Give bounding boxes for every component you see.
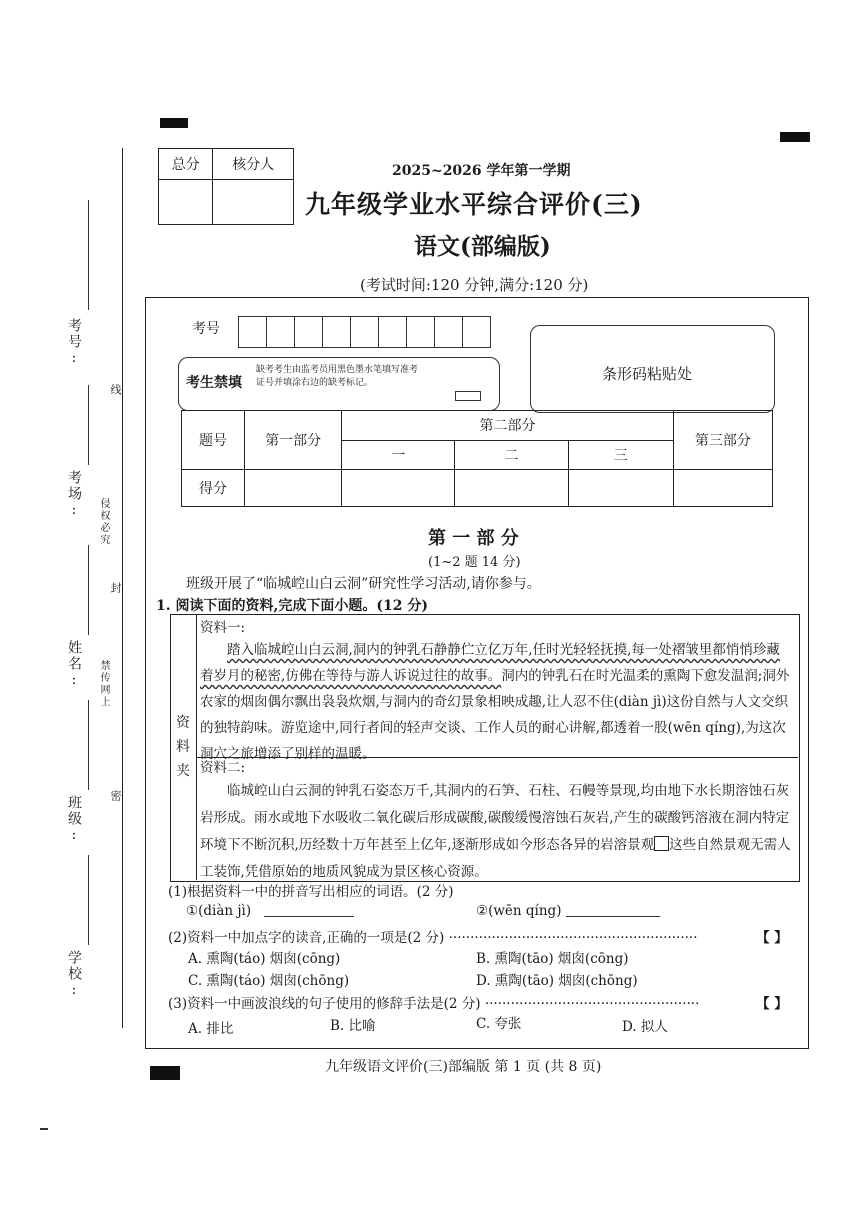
score-cell-part2-2[interactable]	[455, 470, 568, 507]
option-3A[interactable]: A. 排比	[188, 1021, 234, 1037]
corner-mark-tr	[780, 132, 810, 142]
side-note2: 禁传网上	[98, 660, 109, 708]
material-2	[200, 758, 792, 886]
row-label-score: 得分	[182, 470, 245, 507]
total-score-box	[158, 148, 294, 225]
answer-line-1a[interactable]	[264, 916, 354, 917]
folder-label-2: 料	[176, 739, 190, 755]
col-part2-sub1: 一	[342, 440, 455, 470]
side-feng: 封	[109, 582, 122, 595]
material-2-text: 临城崆山白云洞的钟乳石姿态万千,其洞内的石笋、石柱、石幔等景现,均由地下水长期溶蚀石灰岩形成。雨水或地下水吸收二氧化碳后形成碳酸,碳酸缓慢溶蚀石灰岩,产生的碳酸钙溶液在洞内特定环境下不断沉积,历经数十万年甚至上亿年,逐渐形成如今形态各异的岩溶景观 这些自然景观无需人工装饰,凭借原始的地质风貌成为景区核心资源。	[200, 783, 791, 880]
barcode-label: 条形码粘贴处	[602, 365, 693, 383]
wavy-sentence: 踏入临城崆山白云洞,洞内的钟乳石静静伫立亿万年,任时光轻轻抚摸,每一处褶皱里都悄悄珍藏着岁月的秘密,仿佛在等待与游人诉说过往的故事。	[200, 642, 780, 684]
checker-label: 核分人	[213, 149, 294, 180]
option-3C[interactable]: C. 夸张	[476, 1016, 522, 1032]
side-xuexiao-line	[88, 855, 89, 945]
col-part3: 第三部分	[673, 411, 772, 470]
side-note1: 侵权必究	[98, 498, 109, 546]
checker-cell[interactable]	[213, 180, 294, 225]
corner-mark-tl	[160, 118, 188, 128]
forbidden-label: 考生禁填	[186, 375, 242, 391]
score-cell-part3[interactable]	[673, 470, 772, 507]
page-title: 九年级学业水平综合评价(三)	[305, 190, 643, 219]
score-cell-part1[interactable]	[245, 470, 342, 507]
exam-number-boxes[interactable]	[238, 316, 491, 348]
side-kaochang: 考场:	[66, 470, 82, 520]
subquestion-1-b: ②(wēn qíng)	[476, 903, 562, 919]
side-kaohao-line	[88, 200, 89, 310]
total-score-cell[interactable]	[159, 180, 213, 225]
term-label: 2025~2026 学年第一学期	[392, 163, 571, 179]
material-1-title: 资料一:	[200, 620, 246, 636]
folder-label-3: 夹	[176, 763, 190, 779]
side-kaohao: 考号:	[66, 318, 82, 368]
side-banji-line	[88, 700, 89, 790]
absent-mark-box[interactable]	[455, 391, 481, 401]
col-part2-sub3: 三	[568, 440, 673, 470]
forbidden-note: 缺考考生由监考员用黑色墨水笔填写准考证号并填涂右边的缺考标记。	[256, 365, 419, 388]
subject-title: 语文(部编版)	[414, 233, 551, 260]
col-part1: 第一部分	[245, 411, 342, 470]
question-1: 1. 阅读下面的资料,完成下面小题。(12 分)	[156, 598, 428, 614]
score-cell-part2-1[interactable]	[342, 470, 455, 507]
subquestion-3: (3)资料一中画波浪线的句子使用的修辞手法是(2 分) ··················································	[168, 996, 700, 1012]
side-mi: 密	[109, 790, 122, 803]
answer-bracket-2[interactable]: 【 】	[756, 930, 788, 946]
exam-info: (考试时间:120 分钟,满分:120 分)	[360, 276, 589, 294]
side-kaochang-line	[88, 385, 89, 465]
option-2D[interactable]: D. 熏陶(tāo) 烟囱(chōng)	[476, 973, 638, 989]
section-score-table	[181, 410, 773, 507]
margin-mark	[40, 1128, 48, 1130]
score-cell-part2-3[interactable]	[568, 470, 673, 507]
material-1	[200, 617, 792, 767]
folder-label-1: 资	[176, 715, 190, 731]
option-2A[interactable]: A. 熏陶(táo) 烟囱(cōng)	[188, 951, 341, 967]
blank-box[interactable]	[654, 836, 669, 851]
option-3B[interactable]: B. 比喻	[330, 1018, 376, 1034]
page-footer: 九年级语文评价(三)部编版 第 1 页 (共 8 页)	[325, 1059, 602, 1075]
subquestion-1: (1)根据资料一中的拼音写出相应的词语。(2 分)	[168, 884, 454, 900]
answer-line-1b[interactable]	[566, 916, 660, 917]
answer-bracket-3[interactable]: 【 】	[756, 996, 788, 1012]
option-2B[interactable]: B. 熏陶(tāo) 烟囱(cōng)	[476, 951, 629, 967]
exam-number-label: 考号	[192, 321, 220, 337]
subquestion-2: (2)资料一中加点字的读音,正确的一项是(2 分) ··························································	[168, 930, 698, 946]
material-1-text	[200, 637, 792, 767]
material-2-title: 资料二:	[200, 760, 246, 776]
part1-heading: 第 一 部 分	[428, 528, 519, 549]
side-banji: 班级:	[66, 795, 82, 845]
corner-mark-bl	[150, 1066, 180, 1080]
material-1-rest: 洞内的钟乳石在时光温柔的熏陶下愈发温润;洞外农家的烟囱偶尔飘出袅袅炊烟,与洞内的奇幻景象相映成趣,让人忍不住(diàn jì)这份自然与人文交织的独特韵味。游览途中,同行者间的轻声交谈、工作人员的耐心讲解,都透着一股(wēn qíng),为这次洞穴之旅增添了别样的温暖。	[200, 668, 790, 762]
side-xian: 线	[109, 384, 122, 397]
option-3D[interactable]: D. 拟人	[622, 1019, 668, 1035]
col-part2: 第二部分	[342, 411, 674, 441]
subquestion-1-a: ①(diàn jì)	[186, 903, 252, 919]
option-2C[interactable]: C. 熏陶(táo) 烟囱(chōng)	[188, 973, 350, 989]
side-xuexiao: 学校:	[66, 950, 82, 1000]
total-score-label: 总分	[159, 149, 213, 180]
part1-intro: 班级开展了“临城崆山白云洞”研究性学习活动,请你参与。	[186, 576, 541, 592]
side-xingming: 姓名:	[66, 640, 82, 690]
col-part2-sub2: 二	[455, 440, 568, 470]
side-xingming-line	[88, 545, 89, 635]
row-label-number: 题号	[182, 411, 245, 470]
part1-range: (1~2 题 14 分)	[428, 555, 521, 570]
